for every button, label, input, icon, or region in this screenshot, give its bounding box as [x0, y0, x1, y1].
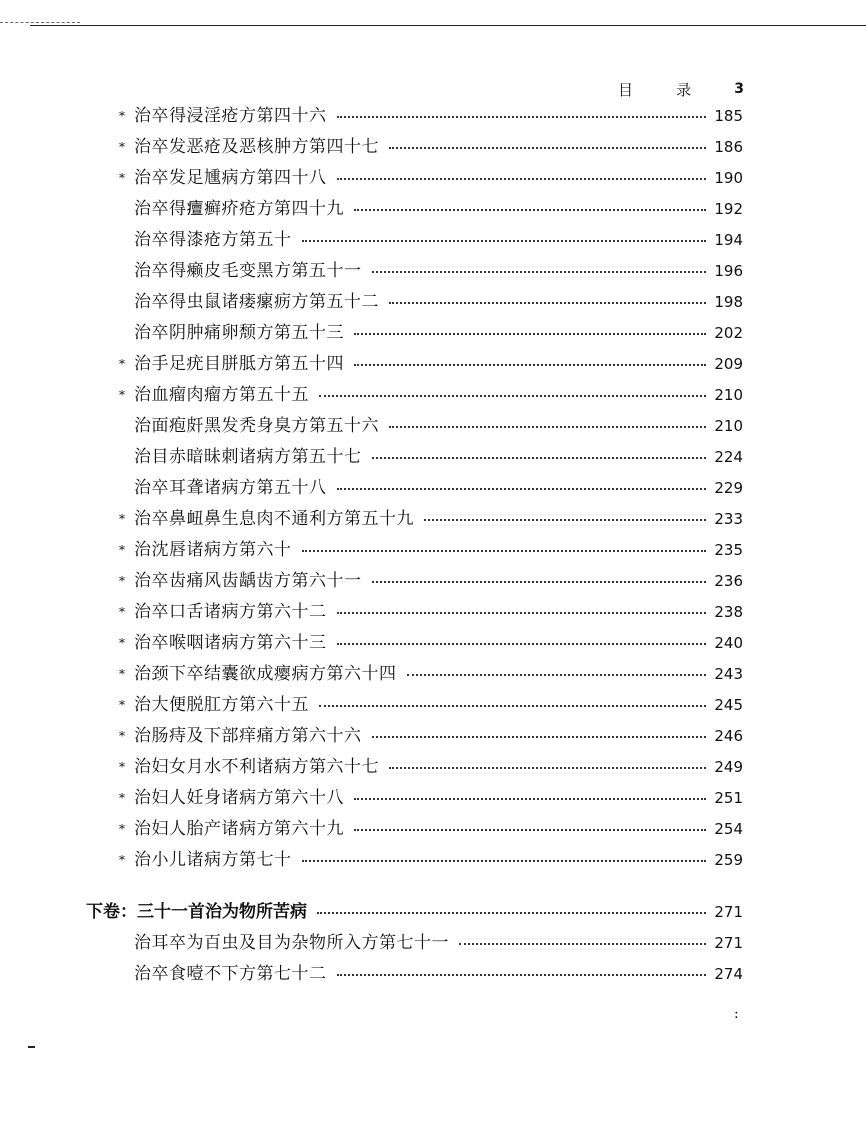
toc-entry-page: 198 — [714, 293, 743, 311]
toc-entry-page: 274 — [714, 965, 743, 983]
header-page-number: 3 — [734, 81, 744, 97]
dot-leader — [319, 705, 706, 707]
toc-entry[interactable] — [0, 194, 866, 225]
star-marker: * — [119, 574, 125, 588]
section-gap — [0, 876, 866, 897]
toc-entry[interactable] — [0, 132, 866, 163]
dot-leader — [337, 612, 706, 614]
top-rule — [30, 25, 866, 26]
dot-leader — [337, 974, 706, 976]
toc-entry-page: 233 — [714, 510, 743, 528]
toc-entry[interactable] — [0, 318, 866, 349]
toc-entry-page: 246 — [714, 727, 743, 745]
toc-entry[interactable] — [0, 814, 866, 845]
star-marker: * — [119, 636, 125, 650]
toc-entry-title: 治卒齿痛风齿龋齿方第六十一 — [134, 571, 362, 591]
dot-leader — [424, 519, 706, 521]
toc-entry-title: 治卒得漆疮方第五十 — [134, 230, 292, 250]
toc-entry-title: 治面疱皯黑发秃身臭方第五十六 — [134, 416, 379, 436]
toc-entry-title: 治妇人妊身诸病方第六十八 — [134, 788, 344, 808]
toc-entry[interactable] — [0, 442, 866, 473]
dot-leader — [407, 674, 706, 676]
toc-entry-page: 249 — [714, 758, 743, 776]
toc-entry-title: 治卒口舌诸病方第六十二 — [134, 602, 327, 622]
toc-entry-title: 治目赤暗昧刺诸病方第五十七 — [134, 447, 362, 467]
toc-entry-page: 202 — [714, 324, 743, 342]
dot-leader — [337, 643, 706, 645]
toc-entry-page: 245 — [714, 696, 743, 714]
dot-leader — [389, 426, 706, 428]
dot-leader — [372, 581, 706, 583]
page-header — [618, 78, 744, 100]
star-marker: * — [119, 698, 125, 712]
toc-entry-title: 治卒鼻衄鼻生息肉不通利方第五十九 — [134, 509, 414, 529]
toc-entry-page: 243 — [714, 665, 743, 683]
dot-leader — [372, 457, 706, 459]
toc-entry[interactable] — [0, 287, 866, 318]
star-marker: * — [119, 605, 125, 619]
toc-entry-title: 治血瘤肉瘤方第五十五 — [134, 385, 309, 405]
toc-entry[interactable] — [0, 504, 866, 535]
scan-edge-mark — [28, 1046, 35, 1048]
toc-entry-page: 235 — [714, 541, 743, 559]
star-marker: * — [119, 388, 125, 402]
toc-entry-title: 治肠痔及下部痒痛方第六十六 — [134, 726, 362, 746]
star-marker: * — [119, 357, 125, 371]
toc-entry-title: 治妇人胎产诸病方第六十九 — [134, 819, 344, 839]
dot-leader — [319, 395, 706, 397]
toc-entry[interactable] — [0, 721, 866, 752]
dot-leader — [337, 488, 706, 490]
toc-entry-title: 治耳卒为百虫及目为杂物所入方第七十一 — [134, 933, 449, 953]
toc-entry[interactable] — [0, 845, 866, 876]
toc-entry[interactable] — [0, 380, 866, 411]
toc-entry-page: 236 — [714, 572, 743, 590]
dot-leader — [337, 178, 706, 180]
dot-leader — [317, 912, 706, 914]
toc-entry-title: 治卒耳聋诸病方第五十八 — [134, 478, 327, 498]
dot-leader — [354, 209, 706, 211]
toc-entry-title: 治小儿诸病方第七十 — [134, 850, 292, 870]
dot-leader — [459, 943, 706, 945]
toc-entry-title: 治卒得浸淫疮方第四十六 — [134, 106, 327, 126]
toc-entry[interactable] — [0, 597, 866, 628]
toc-entry[interactable] — [0, 163, 866, 194]
toc-entry-page: 210 — [714, 417, 743, 435]
toc-entry-page: 210 — [714, 386, 743, 404]
toc-entry-page: 194 — [714, 231, 743, 249]
toc-entry-title: 治卒阴肿痛卵颓方第五十三 — [134, 323, 344, 343]
header-title-right: 录 — [676, 80, 692, 99]
dot-leader — [372, 271, 706, 273]
toc-entry-page: 271 — [714, 903, 743, 921]
toc-entry-page: 186 — [714, 138, 743, 156]
toc-entry-title: 治卒食噎不下方第七十二 — [134, 964, 327, 984]
dot-leader — [389, 147, 706, 149]
toc-entry[interactable] — [0, 101, 866, 132]
dot-leader — [302, 240, 706, 242]
toc-entry[interactable] — [0, 928, 866, 959]
star-marker: * — [119, 543, 125, 557]
toc-entry-title: 治卒得𤺺癣疥疮方第四十九 — [134, 199, 344, 219]
dot-leader — [354, 364, 706, 366]
toc-entry[interactable] — [0, 783, 866, 814]
dot-leader — [372, 736, 706, 738]
toc-entry[interactable] — [0, 690, 866, 721]
toc-entry[interactable] — [0, 566, 866, 597]
toc-entry-page: 259 — [714, 851, 743, 869]
toc-entry-page: 251 — [714, 789, 743, 807]
dot-leader — [302, 860, 706, 862]
toc-entry-page: 209 — [714, 355, 743, 373]
toc-entry[interactable] — [0, 411, 866, 442]
header-title-left: 目 — [618, 80, 634, 99]
dot-leader — [354, 333, 706, 335]
dot-leader — [354, 798, 706, 800]
scan-edge-mark — [0, 22, 80, 23]
dot-leader — [302, 550, 706, 552]
toc-entry-page: 238 — [714, 603, 743, 621]
toc-entry-title: 治手足疣目胼胝方第五十四 — [134, 354, 344, 374]
star-marker: * — [119, 109, 125, 123]
toc-entry-page: 192 — [714, 200, 743, 218]
toc-entry-page: 190 — [714, 169, 743, 187]
star-marker: * — [119, 729, 125, 743]
toc-entry-page: 254 — [714, 820, 743, 838]
toc-volume-heading[interactable] — [0, 897, 866, 928]
toc-entry-title: 治卒发足尰病方第四十八 — [134, 168, 327, 188]
toc-entry[interactable] — [0, 225, 866, 256]
toc-entry[interactable] — [0, 256, 866, 287]
dot-leader — [389, 767, 706, 769]
star-marker: * — [119, 760, 125, 774]
toc-entry-page: 240 — [714, 634, 743, 652]
star-marker: * — [119, 822, 125, 836]
star-marker: * — [119, 667, 125, 681]
dot-leader — [389, 302, 706, 304]
toc-entry[interactable] — [0, 659, 866, 690]
toc-entry-title: 治卒发恶疮及恶核肿方第四十七 — [134, 137, 379, 157]
toc-entry-page: 185 — [714, 107, 743, 125]
toc-entry-title: 治卒喉咽诸病方第六十三 — [134, 633, 327, 653]
toc-entry[interactable] — [0, 628, 866, 659]
toc-entry-title: 治大便脱肛方第六十五 — [134, 695, 309, 715]
star-marker: * — [119, 853, 125, 867]
table-of-contents — [0, 101, 866, 990]
toc-entry-page: 224 — [714, 448, 743, 466]
toc-entry-title: 治妇女月水不利诸病方第六十七 — [134, 757, 379, 777]
toc-entry-title: 下卷：三十一首治为物所苦病 — [86, 902, 307, 922]
star-marker: * — [119, 512, 125, 526]
toc-entry-title: 治颈下卒结囊欲成瘿病方第六十四 — [134, 664, 397, 684]
star-marker: * — [119, 791, 125, 805]
star-marker: * — [119, 140, 125, 154]
toc-entry-page: 271 — [714, 934, 743, 952]
toc-entry-title: 治沈唇诸病方第六十 — [134, 540, 292, 560]
toc-entry[interactable] — [0, 473, 866, 504]
dot-leader — [354, 829, 706, 831]
star-marker: * — [119, 171, 125, 185]
toc-entry[interactable] — [0, 959, 866, 990]
toc-entry-page: 196 — [714, 262, 743, 280]
toc-entry-title: 治卒得癞皮毛变黑方第五十一 — [134, 261, 362, 281]
toc-entry[interactable] — [0, 349, 866, 380]
toc-entry[interactable] — [0, 535, 866, 566]
dot-leader — [337, 116, 706, 118]
toc-entry[interactable] — [0, 752, 866, 783]
toc-entry-page: 229 — [714, 479, 743, 497]
continuation-mark: : — [734, 1006, 739, 1022]
toc-entry-title: 治卒得虫鼠诸瘘瘰疬方第五十二 — [134, 292, 379, 312]
